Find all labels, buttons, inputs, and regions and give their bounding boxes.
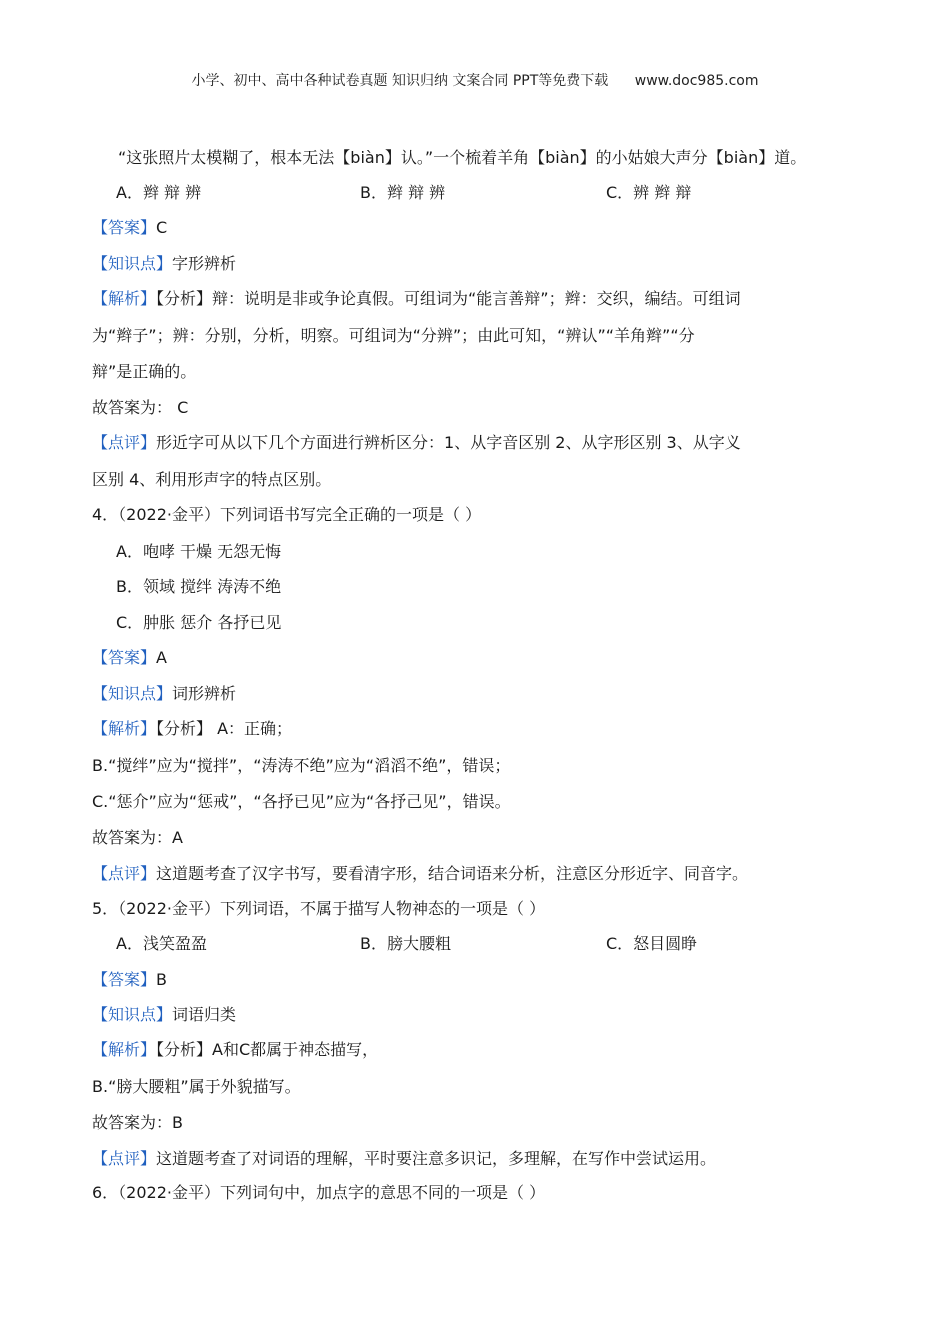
q4-comment [92,864,748,884]
header-url[interactable]: www.doc985.com [634,73,759,89]
q5-stem: 5．（2022·金平）下列词语，不属于描写人物神态的一项是（ ） [92,899,546,918]
q5-option-c: C．怒目圆睁 [606,934,698,953]
q4-knowledge-point [92,684,236,704]
comment-tag: 【点评】 [92,433,157,452]
q6-stem: 6．（2022·金平）下列词句中，加点字的意思不同的一项是（ ） [92,1183,546,1202]
q4-analysis-3: C.“惩介”应为“惩戒”，“各抒已见”应为“各抒己见”，错误。 [92,792,511,811]
knowledge-value: 词语归类 [172,1005,237,1024]
comment-tag: 【点评】 [92,1149,157,1168]
q4-analysis-1 [92,719,292,739]
q4-stem: 4．（2022·金平）下列词语书写完全正确的一项是（ ） [92,505,482,524]
page-header [0,70,950,90]
q4-final-answer: 故答案为：A [92,828,183,847]
comment-text: 这道题考查了对词语的理解，平时要注意多识记，多理解，在写作中尝试运用。 [156,1149,717,1168]
analysis-tag: 【解析】 [92,719,157,738]
analysis-tag: 【解析】 [92,289,157,308]
q5-analysis-1 [92,1040,378,1060]
q5-analysis-2: B.“膀大腰粗”属于外貌描写。 [92,1077,301,1096]
q4-option-c: C．肿胀 惩介 各抒已见 [116,613,282,632]
q3-knowledge-point [92,254,236,274]
q3-answer [92,218,167,238]
answer-tag: 【答案】 [92,218,157,237]
comment-text: 这道题考查了汉字书写，要看清字形，结合词语来分析，注意区分形近字、同音字。 [156,864,749,883]
knowledge-tag: 【知识点】 [92,254,173,273]
q3-option-b: B．辫 辩 辨 [360,183,446,202]
answer-value: C [156,218,168,237]
analysis-text: 【分析】A和C都属于神态描写， [156,1040,379,1059]
q5-option-b: B．膀大腰粗 [360,934,451,953]
q3-analysis-3: 辩”是正确的。 [92,362,197,381]
q3-analysis-2: 为“辫子”；辨：分别，分析，明察。可组词为“分辨”；由此可知，“辨认”“羊角辫”“分 [92,326,695,345]
answer-tag: 【答案】 [92,648,157,667]
q5-knowledge-point [92,1005,236,1025]
comment-tag: 【点评】 [92,864,157,883]
q3-comment-2: 区别 4、利用形声字的特点区别。 [92,470,332,489]
q4-option-b: B．领域 搅绊 涛涛不绝 [116,577,282,596]
q4-answer [92,648,167,668]
q3-option-c: C．辨 辫 辩 [606,183,692,202]
knowledge-value: 词形辨析 [172,684,237,703]
knowledge-tag: 【知识点】 [92,1005,173,1024]
q3-stem: “这张照片太模糊了，根本无法【biàn】认。”一个梳着羊角【biàn】的小姑娘大声分【biàn】道。 [118,148,807,167]
header-text: 小学、初中、高中各种试卷真题 知识归纳 文案合同 PPT等免费下载 [191,73,609,89]
q5-comment [92,1149,716,1169]
q5-answer [92,970,167,990]
q3-analysis-1 [92,289,741,309]
q4-option-a: A．咆哮 干燥 无怨无悔 [116,542,282,561]
answer-value: A [156,648,167,667]
analysis-tag: 【解析】 [92,1040,157,1059]
knowledge-tag: 【知识点】 [92,684,173,703]
answer-tag: 【答案】 [92,970,157,989]
knowledge-value: 字形辨析 [172,254,237,273]
q4-analysis-2: B.“搅绊”应为“搅拌”，“涛涛不绝”应为“滔滔不绝”，错误； [92,756,511,775]
q5-option-a: A．浅笑盈盈 [116,934,207,953]
analysis-text: 【分析】 A：正确； [156,719,293,738]
analysis-text: 【分析】辩：说明是非或争论真假。可组词为“能言善辩”；辫：交织，编结。可组词 [156,289,741,308]
q3-comment-1 [92,433,741,453]
q3-option-a: A．辫 辩 辨 [116,183,202,202]
q3-final-answer: 故答案为： C [92,398,189,417]
q5-final-answer: 故答案为：B [92,1113,183,1132]
comment-text: 形近字可从以下几个方面进行辨析区分：1、从字音区别 2、从字形区别 3、从字义 [156,433,741,452]
answer-value: B [156,970,167,989]
